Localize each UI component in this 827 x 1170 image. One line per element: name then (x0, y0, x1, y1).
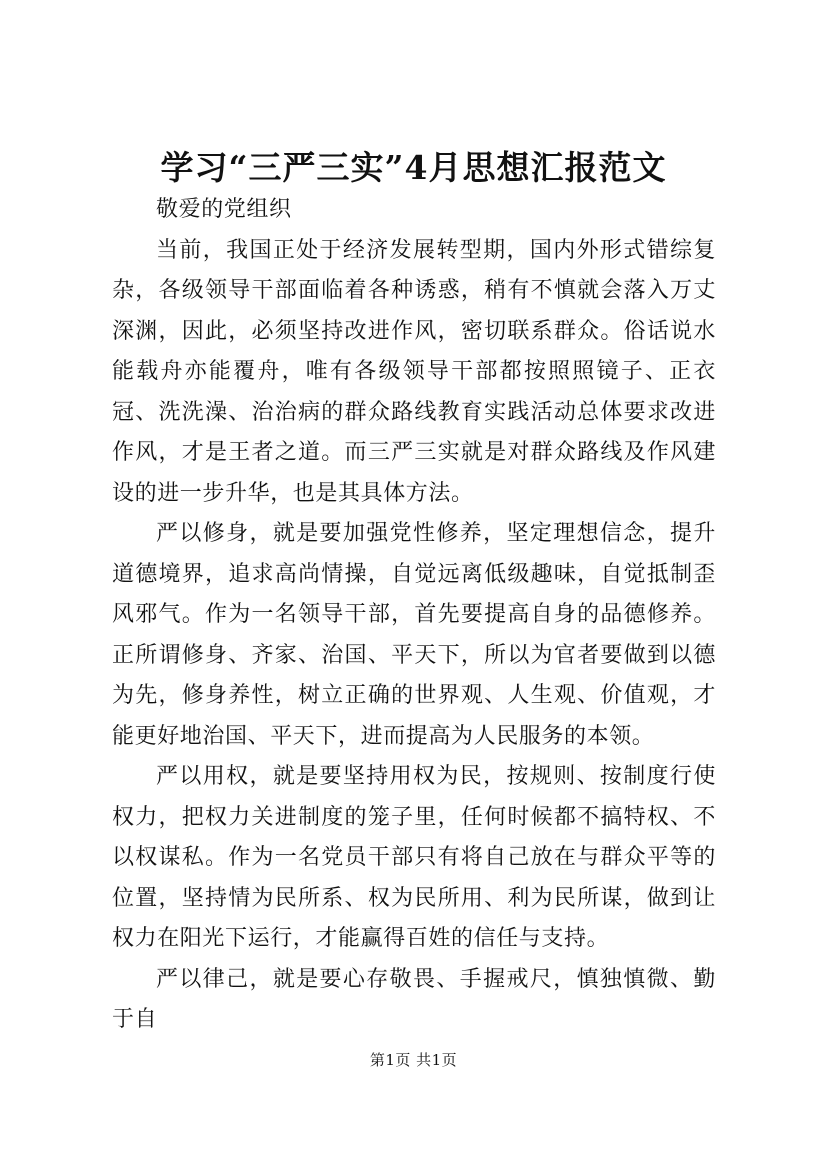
page-footer: 第1页 共1页 (369, 1051, 458, 1069)
paragraph-self-discipline: 严以律己，就是要心存敬畏、手握戒尺，慎独慎微、勤于自 (112, 966, 716, 1032)
paragraph-intro: 当前，我国正处于经济发展转型期，国内外形式错综复杂，各级领导干部面临着各种诱惑，稍有不慎就会落入万丈深渊，因此，必须坚持改进作风，密切联系群众。俗话说水能载舟亦能覆舟，唯有各级领导干部都按照照镜子、正衣冠、洗洗澡、治治病的群众路线教育实践活动总体要求改进作风，才是王者之道。而三严三实就是对群众路线及作风建设的进一步升华，也是其具体方法。 (112, 237, 716, 506)
paragraph-use-of-power: 严以用权，就是要坚持用权为民，按规则、按制度行使权力，把权力关进制度的笼子里，任何时候都不搞特权、不以权谋私。作为一名党员干部只有将自己放在与群众平等的位置，坚持情为民所系、权为民所用、利为民所谋，做到让权力在阳光下运行，才能赢得百姓的信任与支持。 (112, 764, 716, 951)
salutation: 敬爱的党组织 (156, 197, 292, 222)
document-body (112, 190, 716, 1041)
document-title: 学习“三严三实”4月思想汇报范文 (160, 148, 667, 187)
paragraph-self-cultivation: 严以修身，就是要加强党性修养，坚定理想信念，提升道德境界，追求高尚情操，自觉远离低级趣味，自觉抵制歪风邪气。作为一名领导干部，首先要提高自身的品德修养。正所谓修身、齐家、治国、平天下，所以为官者要做到以德为先，修身养性，树立正确的世界观、人生观、价值观，才能更好地治国、平天下，进而提高为人民服务的本领。 (112, 521, 716, 749)
